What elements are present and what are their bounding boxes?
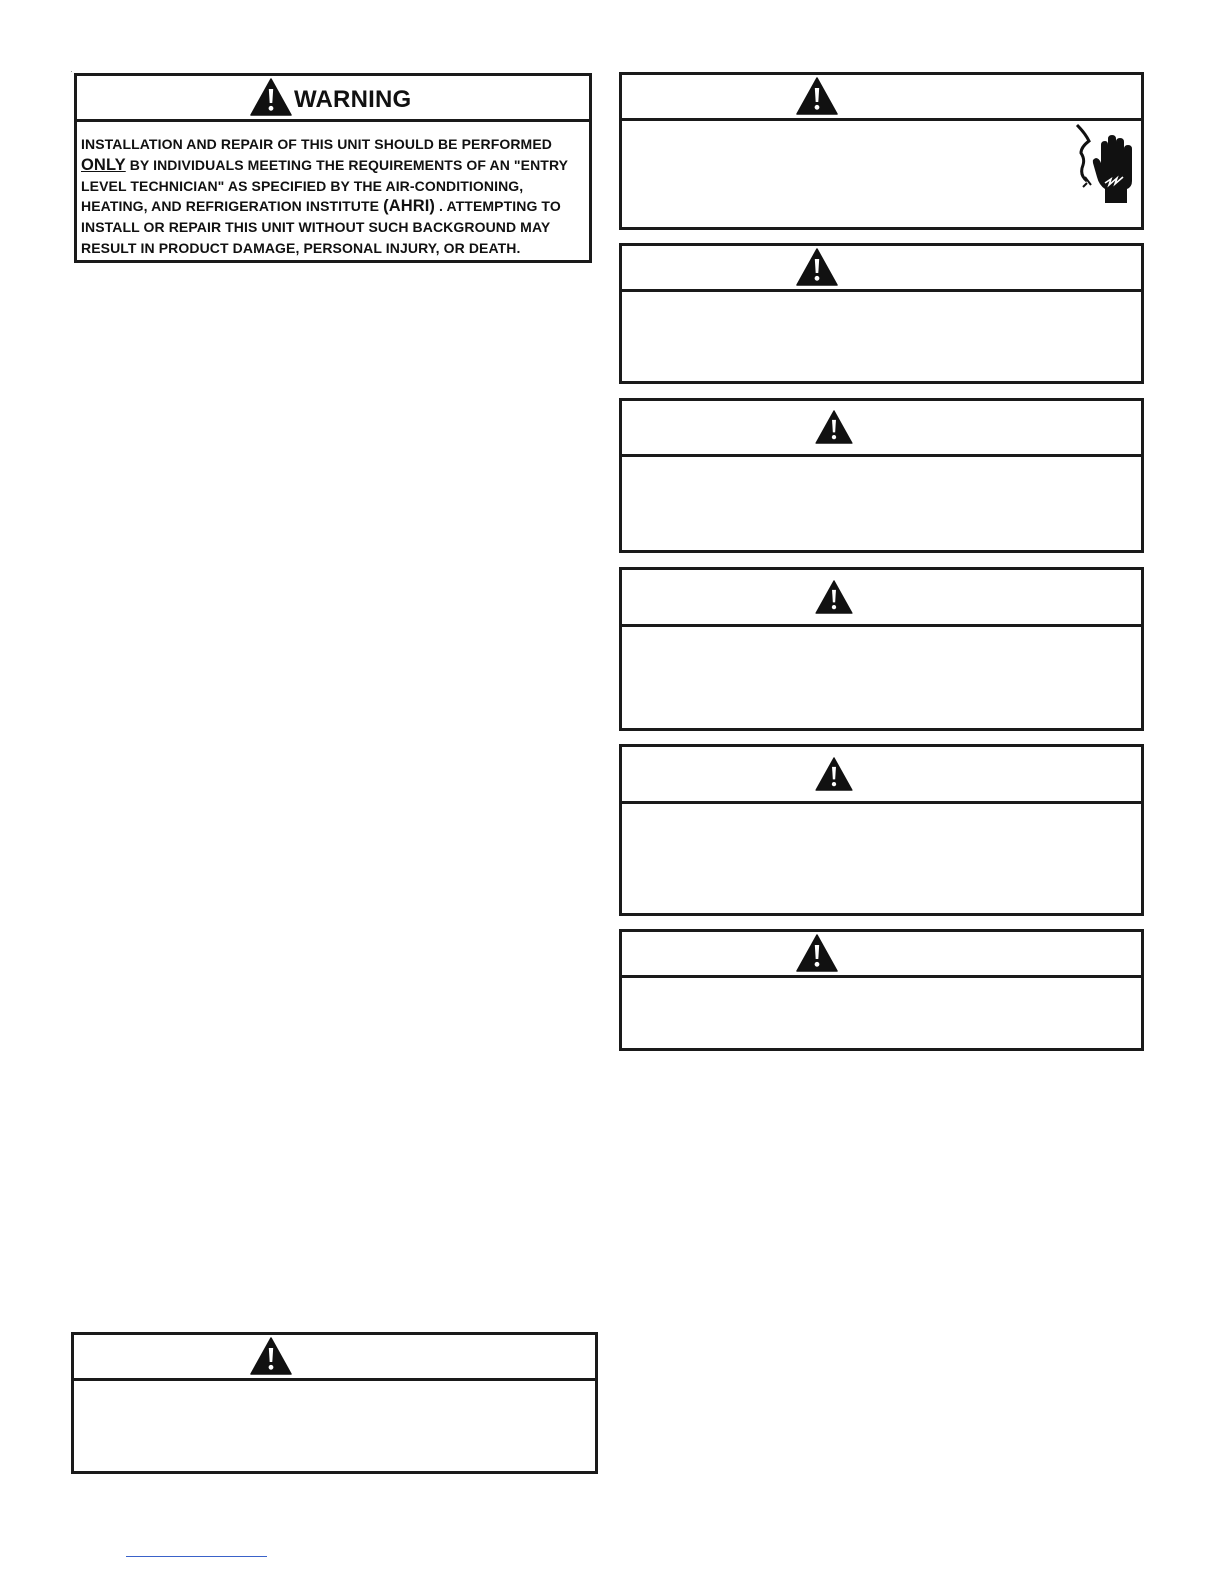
warning-header bbox=[622, 570, 1141, 627]
footer-link-underline[interactable] bbox=[126, 1556, 267, 1557]
warning-header bbox=[622, 246, 1141, 292]
warning-text-part-2: BY INDIVIDUALS MEETING THE REQUIREMENTS OF AN "ENTRY LEVEL TECHNICIAN" AS SPECIFIED BY THE AIR-CONDITIONING, HEATING, AND REFRIGERATION INSTITUTE bbox=[81, 156, 568, 215]
electric-shock-hand-icon bbox=[1071, 123, 1137, 207]
warning-triangle-icon bbox=[796, 77, 838, 115]
warning-box-entry-level-technician bbox=[74, 73, 592, 263]
warning-box-7 bbox=[71, 1332, 598, 1474]
page-mark bbox=[71, 71, 72, 72]
warning-triangle-icon bbox=[815, 757, 853, 791]
warning-header bbox=[622, 747, 1141, 804]
warning-box-5 bbox=[619, 744, 1144, 916]
warning-box-3 bbox=[619, 398, 1144, 553]
warning-triangle-icon bbox=[815, 580, 853, 614]
warning-box-2 bbox=[619, 243, 1144, 384]
warning-header bbox=[622, 932, 1141, 978]
warning-header bbox=[622, 401, 1141, 457]
warning-text-part-3: . ATTEMPTING TO INSTALL OR REPAIR THIS UNIT WITHOUT SUCH BACKGROUND MAY RESULT IN PRODUCT DAMAGE, PERSONAL INJURY, OR DEATH. bbox=[81, 198, 561, 256]
warning-triangle-icon bbox=[815, 410, 853, 444]
warning-triangle-icon bbox=[796, 248, 838, 286]
warning-box-6 bbox=[619, 929, 1144, 1051]
warning-text bbox=[81, 134, 581, 259]
warning-text-ahri: (AHRI) bbox=[383, 197, 436, 216]
warning-triangle-icon bbox=[250, 78, 292, 116]
warning-header bbox=[74, 1335, 595, 1381]
warning-text-only: ONLY bbox=[81, 155, 126, 174]
warning-triangle-icon bbox=[796, 934, 838, 972]
warning-box-electrical bbox=[619, 72, 1144, 230]
warning-triangle-icon bbox=[250, 1337, 292, 1375]
warning-header bbox=[622, 75, 1141, 121]
warning-text-part-1: INSTALLATION AND REPAIR OF THIS UNIT SHOULD BE PERFORMED bbox=[81, 136, 552, 152]
warning-box-4 bbox=[619, 567, 1144, 731]
warning-header bbox=[77, 76, 589, 122]
warning-title: WARNING bbox=[294, 86, 412, 113]
